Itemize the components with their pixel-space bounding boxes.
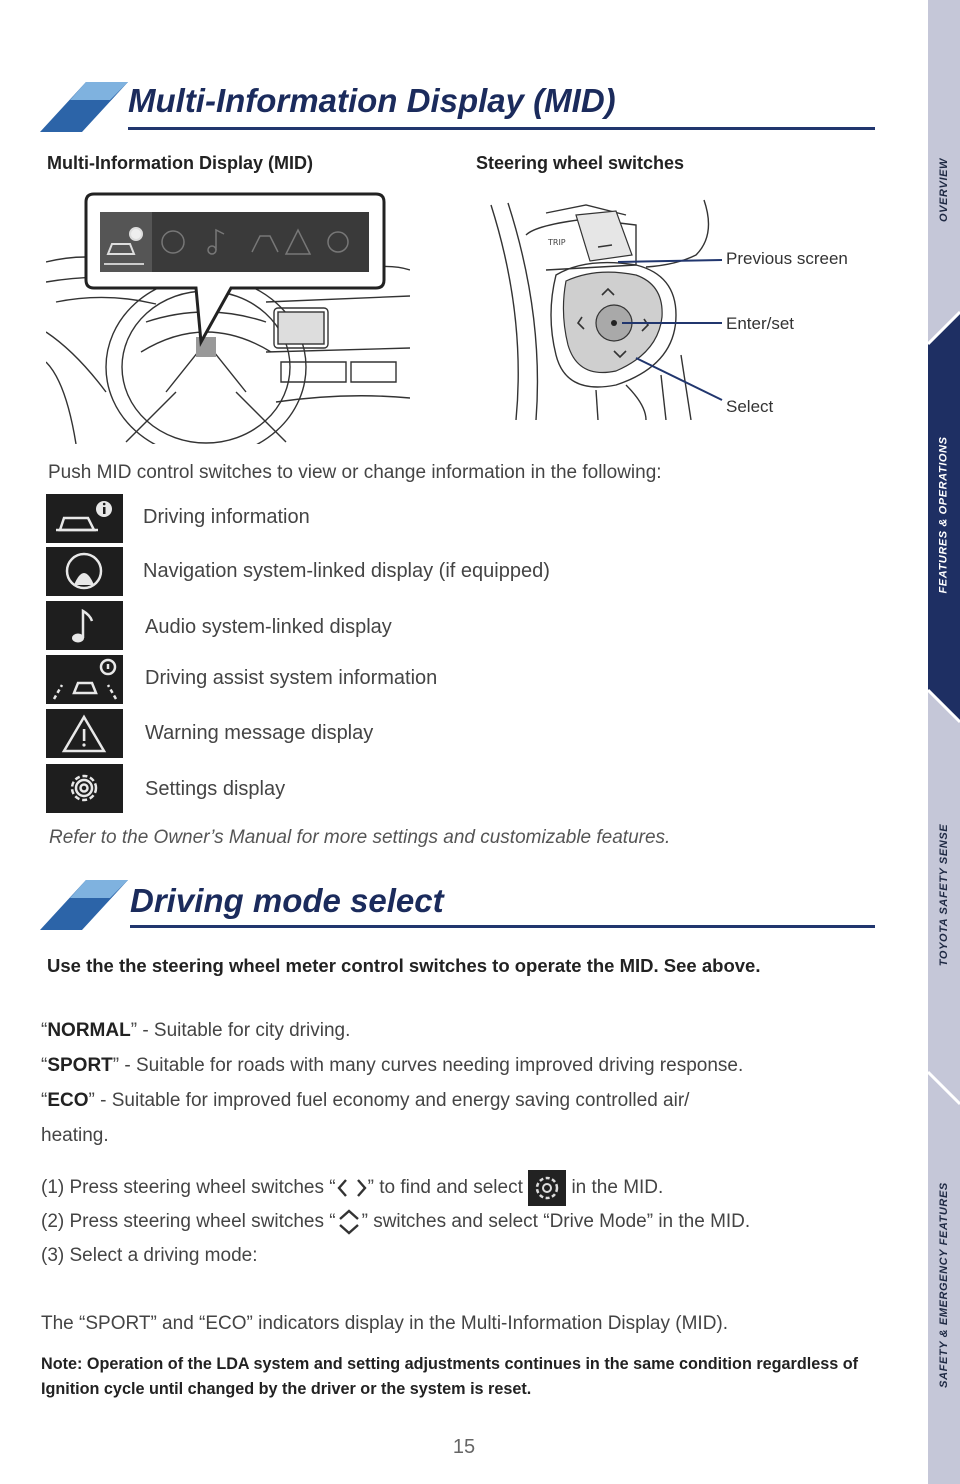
header-stripe-2 [40,876,130,930]
navigation-icon [46,547,123,596]
section-title-mid: Multi-Information Display (MID) [128,82,616,119]
mode-sport: “SPORT” - Suitable for roads with many curves needing improved driving response. [41,1055,744,1076]
mid-note: Refer to the Owner’s Manual for more settings and customizable features. [49,827,671,848]
callout-enter-set: Enter/set [726,314,795,333]
step-1: (1) Press steering wheel switches “ ” to find and select in the MID. [41,1170,663,1206]
section-rule-2 [130,925,875,928]
steering-caption: Steering wheel switches [476,153,685,173]
step-2: (2) Press steering wheel switches “ ” switches and select “Drive Mode” in the MID. [41,1208,750,1236]
up-down-arrows-icon [336,1208,362,1236]
callout-previous-screen: Previous screen [726,249,848,268]
header-stripe [40,78,130,132]
step-3: (3) Select a driving mode: [41,1245,258,1266]
mode-normal: “NORMAL” - Suitable for city driving. [41,1020,351,1041]
item-audio: Audio system-linked display [145,616,392,638]
item-driving-assist: Driving assist system information [145,667,438,689]
left-right-arrows-icon [336,1176,368,1200]
section-tabs [928,0,960,1484]
tab-toyota-safety-sense[interactable]: TOYOTA SAFETY SENSE [938,823,950,967]
callout-select: Select [726,397,774,416]
item-settings: Settings display [145,778,286,800]
svg-text:TRIP: TRIP [548,238,566,247]
dashboard-illustration [46,192,410,444]
tab-overview[interactable]: OVERVIEW [938,157,950,223]
mode-eco: “ECO” - Suitable for improved fuel economy and energy saving controlled air/ [41,1090,690,1111]
gear-icon [46,764,123,813]
tab-safety-emergency[interactable]: SAFETY & EMERGENCY FEATURES [938,1182,951,1388]
mid-caption: Multi-Information Display (MID) [47,153,313,173]
driving-assist-icon [46,655,123,704]
drive-lead: Use the the steering wheel meter control switches to operate the MID. See above. [47,955,761,976]
settings-gear-icon [528,1170,566,1206]
callout-lines [600,240,730,410]
item-driving-information: Driving information [143,506,310,528]
mid-intro: Push MID control switches to view or change information in the following: [48,462,662,483]
section-title-drive-mode: Driving mode select [130,882,444,919]
section-rule [128,127,875,130]
indicators-text: The “SPORT” and “ECO” indicators display in the Multi-Information Display (MID). [41,1313,729,1334]
tab-features-operations[interactable]: FEATURES & OPERATIONS [938,436,951,594]
music-note-icon [46,601,123,650]
item-navigation: Navigation system-linked display (if equipped) [143,560,550,582]
mode-eco-cont: heating. [41,1125,109,1146]
page-number: 15 [452,1436,476,1458]
warning-icon [46,709,123,758]
lda-note: Note: Operation of the LDA system and setting adjustments continues in the same condition regardless of Ignition cycle until changed by the driver or the system is reset. [41,1355,858,1398]
car-info-icon [46,494,123,543]
item-warning: Warning message display [145,722,374,744]
